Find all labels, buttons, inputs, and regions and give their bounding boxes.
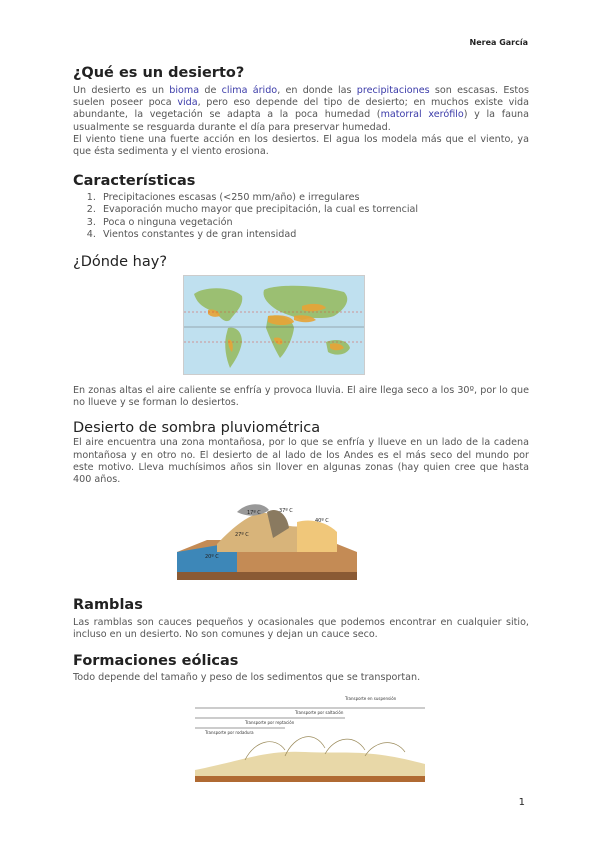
page-number: 1 [518,797,525,808]
transport-label: Transporte en suspensión [345,695,397,701]
transport-label: Transporte por reptación [245,719,295,725]
rain-shadow-diagram [177,492,357,582]
intro-text-d: son escasas. Estos suelen poseer poca [73,85,530,109]
temp-label: 40º C [315,518,329,525]
document-body [73,64,529,789]
link-clima-arido[interactable]: clima árido [221,85,278,96]
donde-heading: ¿Dónde hay? [73,254,168,271]
list-item: 2. Evaporación mucho mayor que precipitación, la cual es torrencial [99,204,529,216]
intro-text-c: , en donde las [277,85,357,96]
temp-label: 17º C [247,510,261,517]
world-desert-map [183,275,365,375]
temp-label: 37º C [279,508,293,515]
caracteristicas-heading: Características [73,173,196,190]
ramblas-heading: Ramblas [73,597,143,614]
link-matorral-xerofilo[interactable]: matorral xerófilo [380,109,464,121]
sombra-paragraph: El aire encuentra una zona montañosa, por lo que se enfría y llueve en un lado de la cadena montañosa y en otro no. El desierto de al lado de los Andes es el más seco del mundo por este motivo. Lleva muchísimos años sin llover en algunas zonas (hay quien cree que hasta 400 años. [73,437,529,486]
author-name: Nerea García [469,38,528,47]
intro-text-a: Un desierto es un [73,85,170,96]
list-item: 3. Poca o ninguna vegetación [99,217,529,229]
eolicas-paragraph: Todo depende del tamaño y peso de los sedimentos que se transportan. [73,671,421,683]
sombra-heading: Desierto de sombra pluviométrica [73,420,321,437]
eolicas-heading: Formaciones eólicas [73,652,239,669]
temp-label: 27º C [235,532,249,539]
donde-paragraph: En zonas altas el aire caliente se enfría y provoca lluvia. El aire llega seco a los 30º, por lo que no llueve y se forman lo desiertos. [73,385,529,409]
intro-heading: ¿Qué es un desierto? [73,65,245,81]
list-item: 1. Precipitaciones escasas (<250 mm/año) e irregulares [99,192,529,204]
transport-label: Transporte por saltación [295,709,344,715]
ramblas-paragraph: Las ramblas son cauces pequeños y ocasionales que podemos encontrar en cualquier sitio, incluso en un desierto. No son comunes y dejan un cauce seco. [73,617,529,641]
link-precipitaciones[interactable]: precipitaciones [356,85,430,96]
intro-text-e: , pero eso depende del tipo de desierto; en muchos existe vida abundante, la vegetación se adapta a la poca humedad ( [73,97,529,121]
intro-text-b: de [199,85,222,96]
link-vida[interactable]: vida [177,97,198,109]
link-bioma[interactable]: bioma [169,85,200,96]
transport-label: Transporte por rodadura [205,729,254,735]
intro-paragraph-wind: El viento tiene una fuerte acción en los desiertos. El agua los modela más que el viento, ya que ésta sedimenta y el viento erosiona. [73,133,529,158]
intro-paragraph [73,85,529,134]
aeolian-transport-diagram [185,690,435,785]
list-item: 4. Vientos constantes y de gran intensidad [99,229,529,241]
temp-label: 20º C [205,554,219,561]
caracteristicas-list [73,192,529,241]
intro-text-f: ) y la fauna usualmente se resguarda durante el día para preservar humedad. [73,109,529,133]
